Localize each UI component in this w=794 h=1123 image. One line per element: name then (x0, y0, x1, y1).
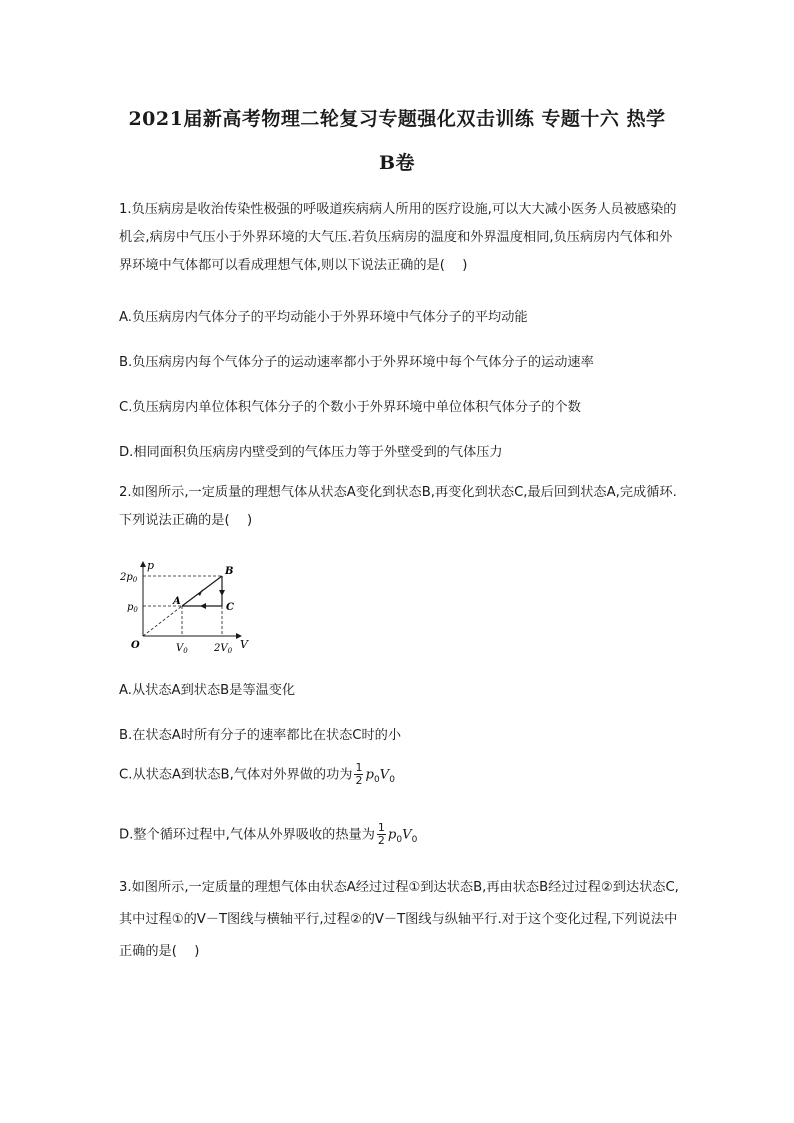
dashed-origin-line (143, 606, 182, 636)
arrow-a-to-b-icon (198, 589, 203, 596)
document-title: 2021届新高考物理二轮复习专题强化双击训练 专题十六 热学 (128, 108, 666, 130)
arrow-c-to-a-icon (200, 603, 206, 609)
fraction-half: $\frac{1}{2}$ (377, 821, 385, 847)
question-1-option-c: C.负压病房内单位体积气体分子的个数小于外界环境中单位体积气体分子的个数 (119, 400, 581, 415)
point-b-label: B (225, 566, 234, 577)
option-d-text: D.整个循环过程中,气体从外界吸收的热量为 (119, 827, 375, 843)
point-a-label: A (173, 596, 181, 607)
origin-label: O (131, 640, 140, 651)
tick-p0: $p_0$ (127, 602, 138, 614)
fraction-half: $\frac{1}{2}$ (355, 761, 363, 787)
option-c-text: C.从状态A到状态B,气体对外界做的功为 (119, 767, 353, 783)
question-2-option-c: C.从状态A到状态B,气体对外界做的功为 $\frac{1}{2}$ $p_0V_0$ (119, 761, 395, 787)
question-1-option-a: A.负压病房内气体分子的平均动能小于外界环境中气体分子的平均动能 (119, 310, 528, 325)
pv-diagram (114, 560, 254, 660)
tick-2p0: $2p_0$ (120, 572, 138, 584)
tick-v0: $V_0$ (176, 643, 188, 655)
question-3-stem: 3.如图所示,一定质量的理想气体由状态A经过过程①到达状态B,再由状态B经过过程②到达状态C,其中过程①的V－T图线与横轴平行,过程②的V－T图线与纵轴平行.对于这个变化过程,下列说法中正确的是( ) (119, 880, 679, 959)
arrow-b-to-c-icon (219, 590, 225, 596)
point-c-label: C (226, 602, 234, 613)
question-2-option-d: D.整个循环过程中,气体从外界吸收的热量为 $\frac{1}{2}$ $p_0V_0$ (119, 821, 418, 847)
question-1-stem: 1.负压病房是收治传染性极强的呼吸道疾病病人所用的医疗设施,可以大大减小医务人员被感染的机会,病房中气压小于外界环境的大气压.若负压病房的温度和外界温度相同,负压病房内气体和外界环境中气体都可以看成理想气体,则以下说法正确的是( ) (119, 202, 677, 273)
question-1-option-b: B.负压病房内每个气体分子的运动速率都小于外界环境中每个气体分子的运动速率 (119, 355, 594, 370)
x-axis-label: V (240, 638, 248, 651)
question-2-option-b: B.在状态A时所有分子的速率都比在状态C时的小 (119, 728, 402, 743)
document-subtitle: B卷 (378, 152, 416, 174)
question-2-stem: 2.如图所示,一定质量的理想气体从状态A变化到状态B,再变化到状态C,最后回到状态A,完成循环.下列说法正确的是( ) (119, 485, 677, 528)
y-axis-label: p (147, 560, 155, 572)
question-2-option-a: A.从状态A到状态B是等温变化 (119, 683, 296, 698)
question-1-option-d: D.相同面积负压病房内壁受到的气体压力等于外壁受到的气体压力 (119, 445, 503, 460)
tick-2v0: $2V_0$ (214, 643, 233, 655)
